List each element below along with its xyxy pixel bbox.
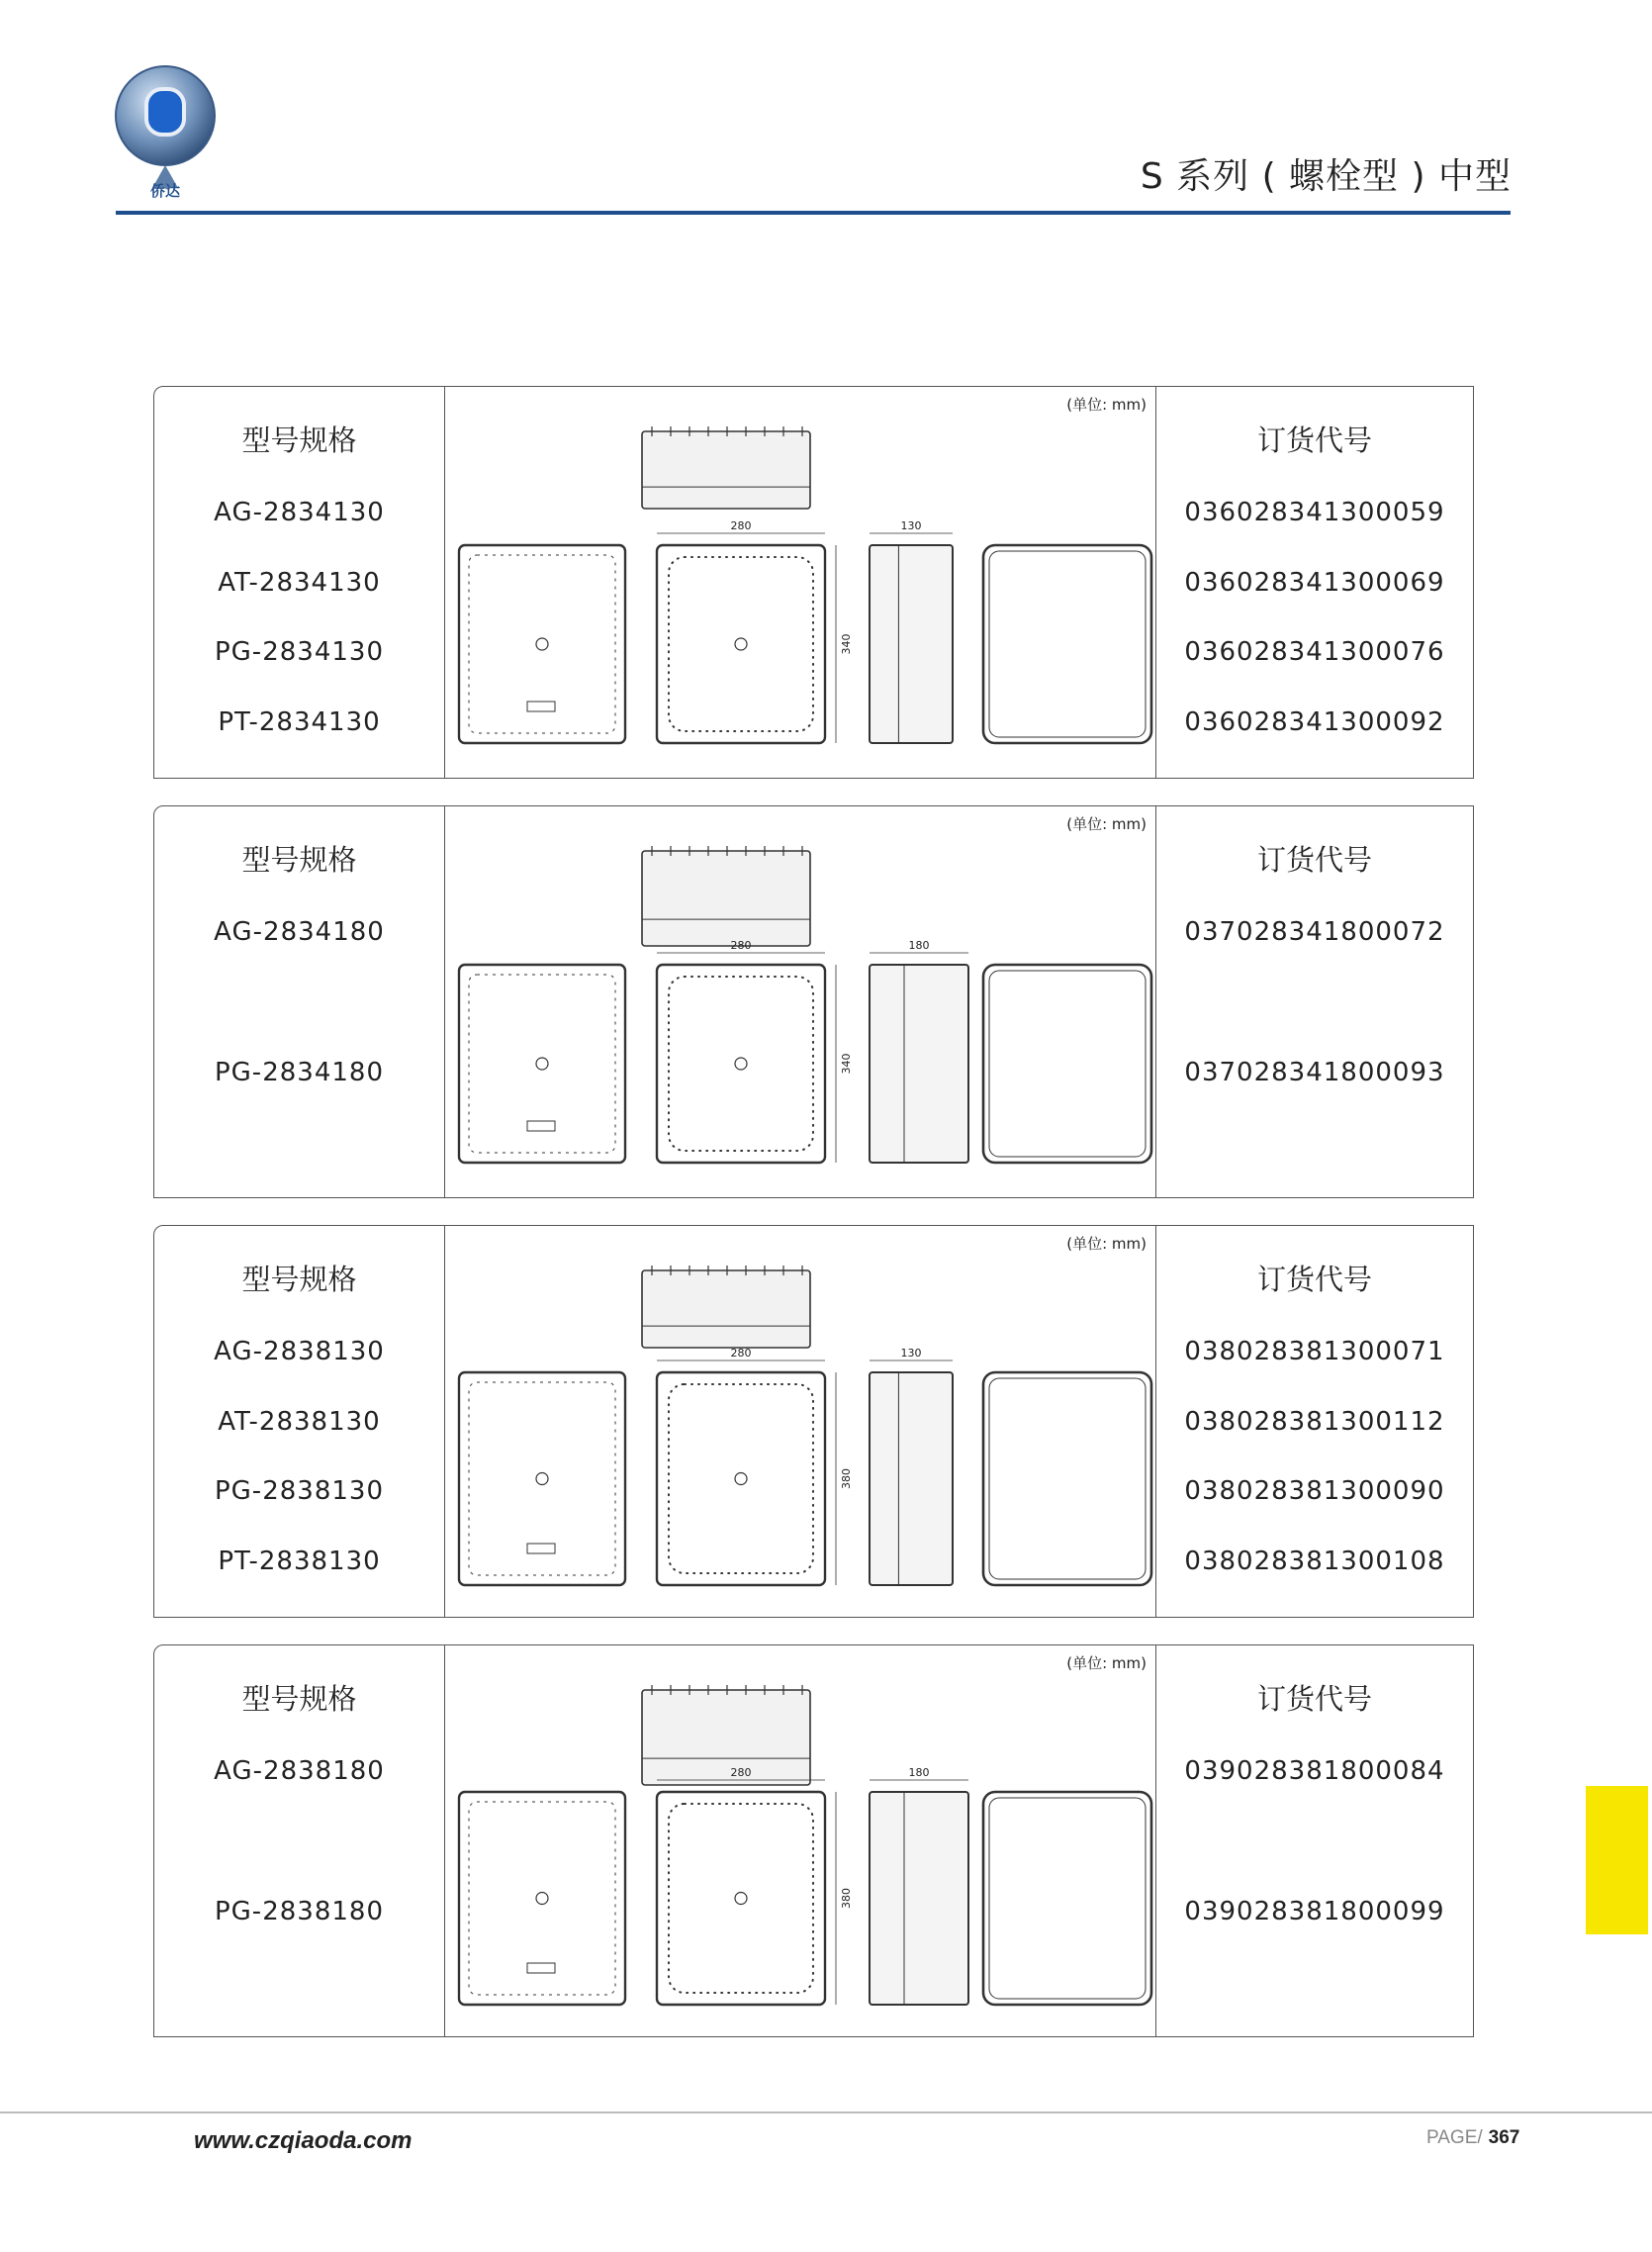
order-code-column (1155, 1645, 1473, 2036)
drawing-top-view (642, 1270, 810, 1348)
drawing-back-view (983, 1792, 1151, 2005)
order-code: 036028341300092 (1184, 707, 1445, 737)
order-code: 036028341300076 (1184, 637, 1445, 667)
enclosure-drawing (444, 387, 1156, 780)
model-column (154, 1226, 445, 1617)
order-code: 038028381300071 (1184, 1337, 1445, 1366)
height-dim-label: 380 (840, 1468, 853, 1489)
enclosure-drawing (444, 1645, 1156, 2038)
model-number: AG-2834130 (214, 498, 385, 527)
order-code-header: 订货代号 (1256, 1682, 1372, 1716)
height-dim-label: 340 (840, 1053, 853, 1075)
dimension-drawing-panel (444, 387, 1156, 778)
company-logo (111, 61, 220, 200)
model-number: PG-2834130 (214, 637, 384, 667)
model-number: AT-2838130 (218, 1407, 381, 1437)
drawing-base-view (657, 1372, 825, 1585)
order-code-column (1155, 806, 1473, 1197)
drawing-top-view (642, 851, 810, 946)
drawing-side-view (870, 965, 968, 1163)
drawing-front-view (459, 965, 625, 1163)
model-number: AG-2838130 (214, 1337, 385, 1366)
order-code: 038028381300090 (1184, 1476, 1445, 1506)
depth-dim-label: 180 (908, 939, 930, 952)
order-code-header: 订货代号 (1256, 1263, 1372, 1296)
unit-label: (单位: mm) (1066, 1654, 1147, 1672)
depth-dim-label: 130 (900, 1347, 922, 1360)
unit-label: (单位: mm) (1066, 815, 1147, 833)
model-number: AT-2834130 (218, 568, 381, 598)
order-code: 037028341800072 (1184, 917, 1445, 947)
order-code-header: 订货代号 (1256, 843, 1372, 877)
height-dim-label: 380 (840, 1888, 853, 1909)
model-header: 型号规格 (241, 843, 357, 877)
drawing-base-view (657, 1792, 825, 2005)
dimension-drawing-panel (444, 1226, 1156, 1617)
model-column (154, 1645, 445, 2036)
order-code: 039028381800099 (1184, 1897, 1445, 1926)
order-code: 037028341800093 (1184, 1058, 1445, 1087)
model-number: PG-2838130 (214, 1476, 384, 1506)
order-code: 036028341300059 (1184, 498, 1445, 527)
order-code-header: 订货代号 (1256, 423, 1372, 457)
drawing-side-view (870, 545, 953, 743)
website-url[interactable]: www.czqiaoda.com (194, 2127, 413, 2154)
enclosure-drawing (444, 1226, 1156, 1619)
unit-label: (单位: mm) (1066, 396, 1147, 414)
order-code-column (1155, 1226, 1473, 1617)
model-number: PT-2834130 (218, 707, 381, 737)
model-number: PT-2838130 (218, 1547, 381, 1576)
model-number: AG-2834180 (214, 917, 385, 947)
order-code: 039028381800084 (1184, 1756, 1445, 1786)
drawing-side-view (870, 1792, 968, 2005)
page-number-value: 367 (1488, 2127, 1520, 2148)
dimension-drawing-panel (444, 1645, 1156, 2036)
depth-dim-label: 130 (900, 519, 922, 532)
drawing-back-view (983, 965, 1151, 1163)
product-table (153, 1225, 1474, 1618)
footer-divider (0, 2111, 1652, 2113)
drawing-base-view (657, 965, 825, 1163)
logo-text: 侨达 (149, 182, 181, 200)
model-header: 型号规格 (241, 1263, 357, 1296)
drawing-back-view (983, 545, 1151, 743)
unit-label: (单位: mm) (1066, 1235, 1147, 1253)
product-table (153, 1644, 1474, 2037)
drawing-back-view (983, 1372, 1151, 1585)
width-dim-label: 280 (730, 519, 752, 532)
model-number: AG-2838180 (214, 1756, 385, 1786)
product-table (153, 805, 1474, 1198)
enclosure-drawing (444, 806, 1156, 1199)
drawing-base-view (657, 545, 825, 743)
page-label: PAGE/ (1426, 2127, 1483, 2148)
dimension-drawing-panel (444, 806, 1156, 1197)
model-number: PG-2834180 (214, 1058, 384, 1087)
order-code-column (1155, 387, 1473, 778)
width-dim-label: 280 (730, 939, 752, 952)
header-divider (116, 211, 1511, 215)
order-code: 038028381300112 (1184, 1407, 1445, 1437)
depth-dim-label: 180 (908, 1766, 930, 1779)
width-dim-label: 280 (730, 1347, 752, 1360)
drawing-side-view (870, 1372, 953, 1585)
order-code: 038028381300108 (1184, 1547, 1445, 1576)
chapter-tab (1586, 1786, 1648, 1934)
drawing-top-view (642, 1690, 810, 1785)
drawing-front-view (459, 545, 625, 743)
width-dim-label: 280 (730, 1766, 752, 1779)
drawing-top-view (642, 431, 810, 509)
height-dim-label: 340 (840, 633, 853, 655)
page-title: S 系列 ( 螺栓型 ) 中型 (1140, 156, 1512, 197)
model-number: PG-2838180 (214, 1897, 384, 1926)
model-column (154, 387, 445, 778)
model-header: 型号规格 (241, 423, 357, 457)
product-table (153, 386, 1474, 779)
model-header: 型号规格 (241, 1682, 357, 1716)
page-number (1426, 2127, 1519, 2149)
order-code: 036028341300069 (1184, 568, 1445, 598)
model-column (154, 806, 445, 1197)
